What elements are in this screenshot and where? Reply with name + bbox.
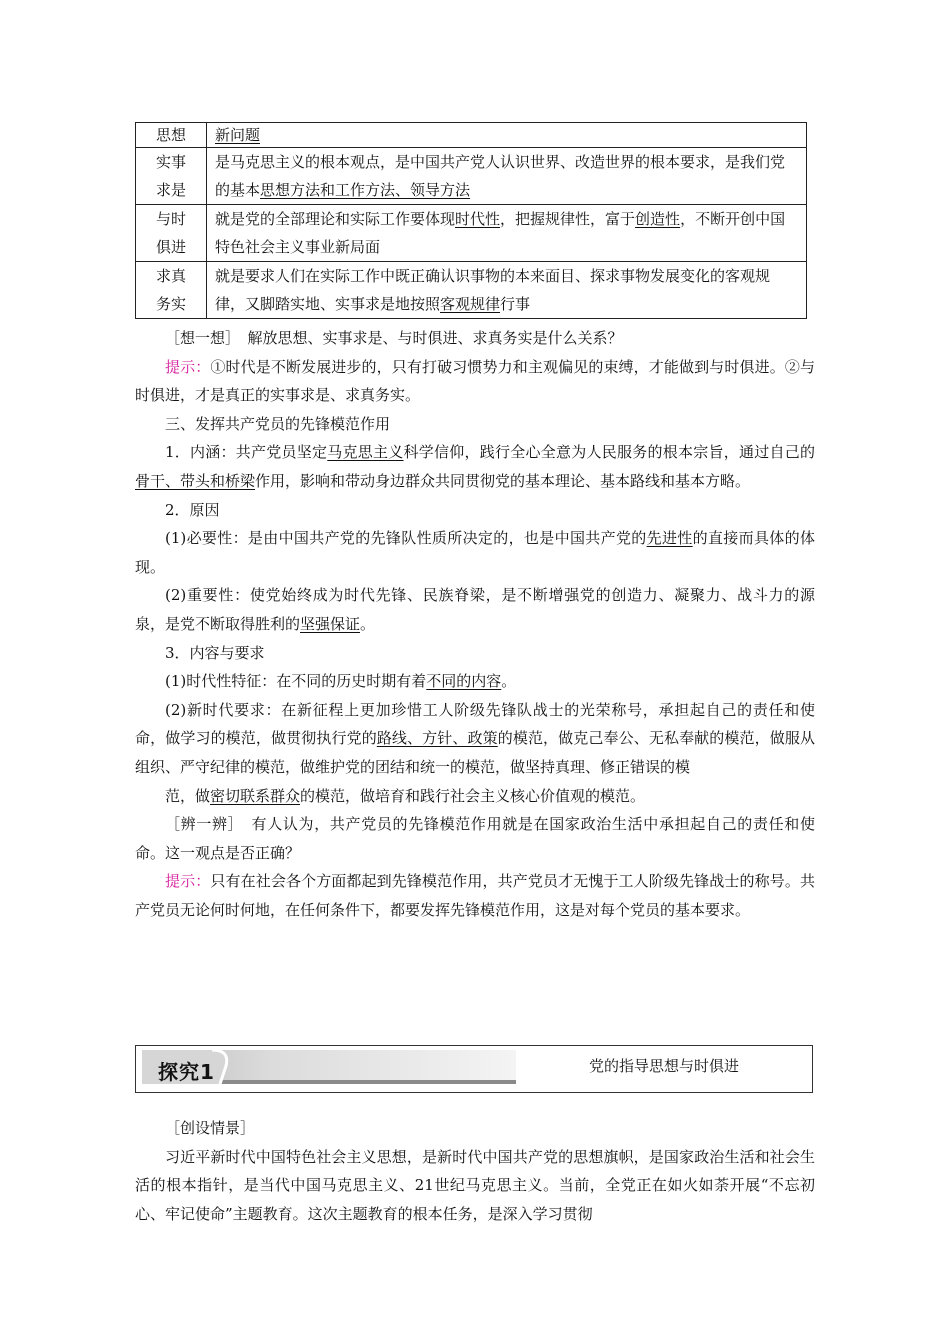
- scenario-paragraph: 习近平新时代中国特色社会主义思想，是新时代中国共产党的思想旗帜，是国家政治生活和社会生活的根本指针，是当代中国马克思主义、21世纪马克思主义。当前，全党正在如火如荼开展“不忘初心、牢记使命”主题教育。这次主题教育的根本任务，是深入学习贯彻: [135, 1147, 815, 1223]
- hint-paragraph: 提示：①时代是不断发展进步的，只有打破习惯势力和主观偏见的束缚，才能做到与时俱进。②与时俱进，才是真正的实事求是、求真务实。: [135, 357, 815, 405]
- paragraph: (2)新时代要求：在新征程上更加珍惜工人阶级先锋队战士的光荣称号，承担起自己的责任和使命，做学习的模范，做贯彻执行党的路线、方针、政策的模范，做克己奉公、无私奉献的模范，做服从组织、严守纪律的模范，做维护党的团结和统一的模范，做坚持真理、修正错误的模: [135, 700, 815, 776]
- table-key-cell: 求真 务实: [136, 262, 207, 319]
- table-value-cell: 是马克思主义的根本观点，是中国共产党人认识世界、改造世界的根本要求，是我们党的基本思想方法和工作方法、领导方法: [207, 148, 807, 205]
- scenario-label: ［创设情景］: [165, 1119, 256, 1137]
- paragraph: 1．内涵：共产党员坚定马克思主义科学信仰，践行全心全意为人民服务的根本宗旨，通过自己的骨干、带头和桥梁作用，影响和带动身边群众共同贯彻党的基本理论、基本路线和基本方略。: [135, 443, 815, 490]
- section-heading: 三、发挥共产党员的先锋模范作用: [165, 414, 391, 433]
- paragraph: 范，做密切联系群众的模范，做培育和践行社会主义核心价值观的模范。: [165, 786, 646, 805]
- scenario-text: [135, 1114, 815, 1228]
- table-row: [136, 148, 807, 205]
- table-key-cell: 实事 求是: [136, 148, 207, 205]
- table-value-cell: 新问题: [207, 123, 807, 148]
- hint-label: 提示：: [165, 872, 211, 891]
- hint-paragraph: 提示：只有在社会各个方面都起到先锋模范作用，共产党员才无愧于工人阶级先锋战士的称号。共产党员无论何时何地，在任何条件下，都要发挥先锋模范作用，这是对每个党员的基本要求。: [135, 872, 815, 919]
- subheading: 2．原因: [165, 500, 220, 519]
- table-row: [136, 205, 807, 262]
- table-value-cell: 就是要求人们在实际工作中既正确认识事物的本来面目、探求事物发展变化的客观规律，又脚踏实地、实事求是地按照客观规律行事: [207, 262, 807, 319]
- table-key-cell: 与时 俱进: [136, 205, 207, 262]
- hint-label: 提示：: [165, 357, 211, 376]
- paragraph: (1)时代性特征：在不同的历史时期有着不同的内容。: [165, 672, 517, 691]
- table-row: [136, 123, 807, 148]
- concept-table: [135, 122, 807, 319]
- think-question: ［想一想］ 解放思想、实事求是、与时俱进、求真务实是什么关系？: [165, 329, 623, 347]
- banner-tab: [142, 1050, 516, 1084]
- table-value-cell: 就是党的全部理论和实际工作要体现时代性，把握规律性，富于创造性，不断开创中国特色社会主义事业新局面: [207, 205, 807, 262]
- table-row: [136, 262, 807, 319]
- banner-tab-label: 探究1: [158, 1060, 215, 1084]
- paragraph: (1)必要性：是由中国共产党的先锋队性质所决定的，也是中国共产党的先进性的直接而具体的体现。: [135, 529, 815, 576]
- table-key-cell: 思想: [136, 123, 207, 148]
- body-text: [135, 324, 815, 924]
- section-banner: [135, 1045, 813, 1093]
- subheading: 3．内容与要求: [165, 643, 265, 662]
- banner-title: 党的指导思想与时俱进: [588, 1057, 739, 1075]
- paragraph: (2)重要性：使党始终成为时代先锋、民族脊梁，是不断增强党的创造力、凝聚力、战斗力的源泉，是党不断取得胜利的坚强保证。: [135, 586, 815, 633]
- discern-question: ［辨一辨］ 有人认为，共产党员的先锋模范作用就是在国家政治生活中承担起自己的责任和使命。这一观点是否正确？: [135, 815, 815, 862]
